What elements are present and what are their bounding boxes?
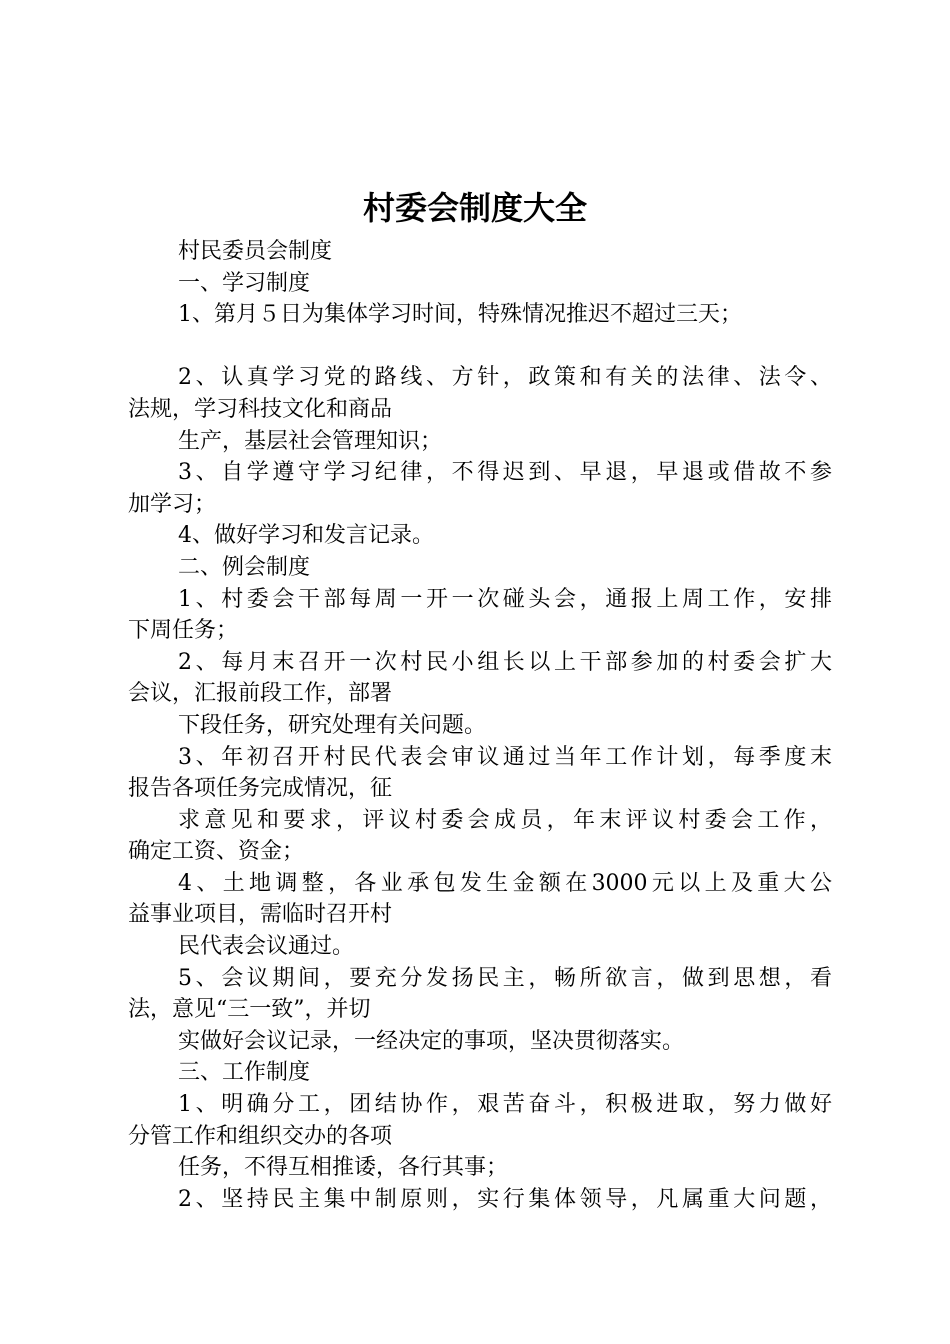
paragraph-line: 1、明确分工，团结协作，艰苦奋斗，积极进取，努力做好 <box>178 1092 832 1118</box>
paragraph-line: 2、认真学习党的路线、方针，政策和有关的法律、法令、 <box>178 365 832 391</box>
paragraph-line: 生产，基层社会管理知识； <box>178 428 443 454</box>
document-body <box>128 236 832 1215</box>
paragraph-line: 4、土地调整，各业承包发生金额在3000元以上及重大公 <box>178 870 832 896</box>
paragraph-line: 会议，汇报前段工作，部署 <box>128 681 393 707</box>
paragraph-line: 1、第月５日为集体学习时间，特殊情况推迟不超过三天； <box>178 302 742 328</box>
paragraph-line: 2、每月末召开一次村民小组长以上干部参加的村委会扩大 <box>178 649 832 675</box>
paragraph-line: 一、学习制度 <box>178 270 311 296</box>
paragraph-line: 村民委员会制度 <box>178 239 333 264</box>
paragraph-line: 加学习； <box>128 491 217 517</box>
paragraph-line: 任务，不得互相推诿，各行其事； <box>178 1155 509 1181</box>
paragraph-line: 益事业项目，需临时召开村 <box>128 902 393 928</box>
document-title: 村委会制度大全 <box>362 189 587 227</box>
paragraph-line: 1、村委会干部每周一开一次碰头会，通报上周工作，安排 <box>178 586 832 612</box>
paragraph-line: 分管工作和组织交办的各项 <box>128 1123 393 1149</box>
paragraph-line: 法规，学习科技文化和商品 <box>128 396 393 422</box>
paragraph-line: 5、会议期间，要充分发扬民主，畅所欲言，做到思想，看 <box>178 965 832 991</box>
paragraph-line: 实做好会议记录，一经决定的事项，坚决贯彻落实。 <box>178 1028 685 1054</box>
paragraph-line: 二、例会制度 <box>178 554 311 580</box>
paragraph-line: 下段任务，研究处理有关问题。 <box>178 712 487 738</box>
paragraph-line: 民代表会议通过。 <box>178 934 355 960</box>
paragraph-line: 3、自学遵守学习纪律，不得迟到、早退，早退或借故不参 <box>178 460 832 486</box>
paragraph-line: 2、坚持民主集中制原则，实行集体领导，凡属重大问题， <box>178 1186 832 1212</box>
paragraph-line: 3、年初召开村民代表会审议通过当年工作计划，每季度末 <box>178 744 832 770</box>
paragraph-line: 报告各项任务完成情况，征 <box>128 776 393 802</box>
paragraph-line: 求意见和要求，评议村委会成员，年末评议村委会工作， <box>178 807 832 833</box>
blank-line <box>128 331 832 363</box>
paragraph-line: 法，意见“三一致”，并切 <box>128 997 371 1023</box>
paragraph-line: 三、工作制度 <box>178 1060 311 1086</box>
paragraph-line: 4、做好学习和发言记录。 <box>178 523 434 549</box>
paragraph-line: 确定工资、资金； <box>128 839 305 865</box>
paragraph-line: 下周任务； <box>128 618 239 644</box>
